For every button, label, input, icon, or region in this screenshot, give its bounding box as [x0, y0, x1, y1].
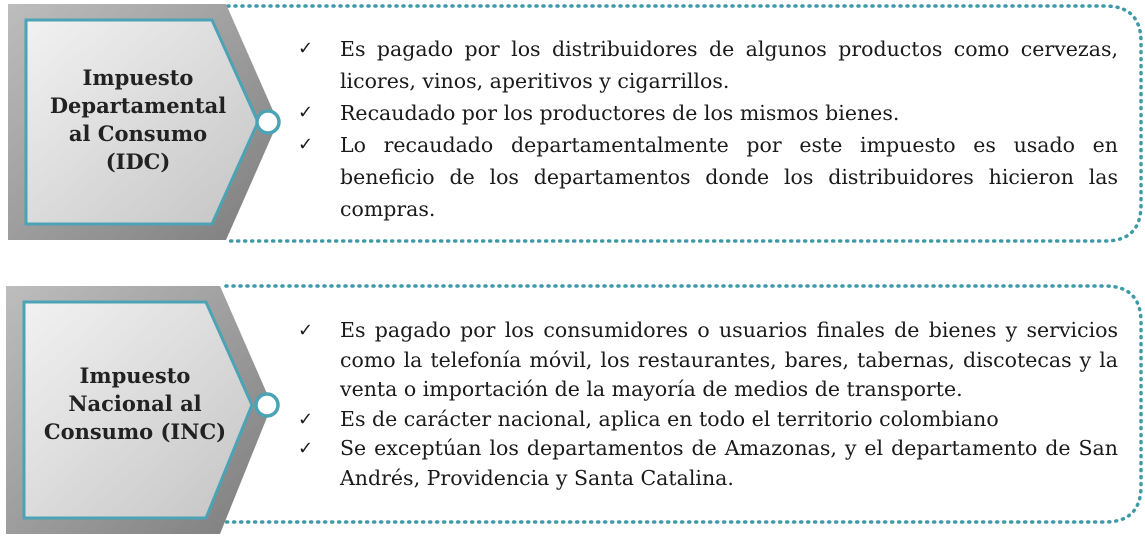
list-item: [298, 405, 1118, 435]
item-text: Es de carácter nacional, aplica en todo el territorio colombiano: [340, 406, 999, 431]
check-mark-icon: ✓: [298, 320, 314, 341]
check-mark-icon: ✓: [298, 408, 314, 430]
item-text: Es pagado por los consumidores o usuarios finales de bienes y servicios como la telefonía móvil, los restaurantes, bares, tabernas, discotecas y la venta o importación de la mayoría de medios de transporte.: [340, 318, 1118, 401]
list-item: [298, 434, 1118, 493]
check-mark-icon: ✓: [298, 438, 314, 459]
idc-label-line-4: (IDC): [105, 149, 171, 174]
item-text: Recaudado por los productores de los mismos bienes.: [340, 101, 900, 125]
list-item: [298, 97, 1118, 129]
item-text: Se exceptúan los departamentos de Amazonas, y el departamento de San Andrés, Providencia y Santa Catalina.: [340, 436, 1118, 490]
list-item: [298, 129, 1118, 225]
check-mark-icon: ✓: [298, 134, 314, 155]
idc-label-line-3: al Consumo: [68, 121, 208, 146]
item-text: Es pagado por los distribuidores de algunos productos como cervezas, licores, vinos, aperitivos y cigarrillos.: [340, 37, 1118, 93]
tax-block-inc: [0, 282, 1145, 540]
inc-bullet-list: [298, 316, 1118, 493]
check-mark-icon: ✓: [298, 38, 314, 59]
inc-label: [40, 362, 230, 446]
inc-label-line-2: Nacional al: [68, 391, 202, 416]
idc-label: [42, 64, 234, 176]
inc-label-line-3: Consumo (INC): [43, 419, 227, 444]
idc-label-line-2: Departamental: [49, 93, 227, 118]
list-item: [298, 316, 1118, 405]
circle-connector-icon: [256, 394, 278, 416]
tax-block-idc: [0, 0, 1145, 246]
inc-label-line-1: Impuesto: [79, 363, 191, 388]
idc-bullet-list: [298, 33, 1118, 225]
check-mark-icon: ✓: [298, 102, 314, 123]
idc-label-line-1: Impuesto: [82, 65, 194, 90]
item-text: Lo recaudado departamentalmente por este impuesto es usado en beneficio de los departamentos donde los distribuidores hicieron las compras.: [340, 133, 1118, 221]
list-item: [298, 33, 1118, 97]
circle-connector-icon: [257, 111, 279, 133]
